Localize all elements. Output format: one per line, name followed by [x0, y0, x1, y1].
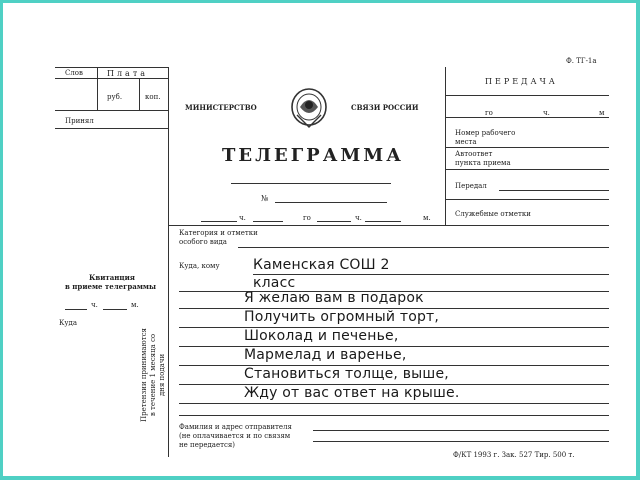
- sender-line-1: [313, 430, 609, 431]
- message-rule-5: [179, 384, 609, 385]
- category-line: [238, 247, 609, 248]
- state-emblem-icon: [289, 87, 329, 131]
- transmitted-label: Передал: [455, 182, 487, 190]
- kop-label: коп.: [145, 93, 161, 101]
- autoanswer-label-1: Автоответ: [455, 150, 493, 158]
- message-line-6: Жду от вас ответ на крыше.: [244, 385, 460, 401]
- russia-comms-label: СВЯЗИ РОССИИ: [351, 103, 419, 112]
- category-label-1: Категория и отметки: [179, 229, 258, 237]
- right-panel-line-2: [445, 117, 609, 118]
- payment-table-header-line: [55, 78, 168, 79]
- receipt-m-label: м.: [131, 301, 139, 309]
- service-notes-label: Служебные отметки: [455, 210, 531, 218]
- message-rule-1: [179, 308, 609, 309]
- message-rule-4: [179, 365, 609, 366]
- message-rule-6: [179, 403, 609, 404]
- transmission-title: ПЕРЕДАЧА: [485, 77, 558, 86]
- telegram-title: ТЕЛЕГРАММА: [222, 145, 404, 166]
- message-rule-2: [179, 327, 609, 328]
- message-line-1: Я желаю вам в подарок: [244, 290, 424, 306]
- sender-label-3: не передается): [179, 441, 236, 449]
- right-panel-line-1: [445, 95, 609, 96]
- receipt-line-2: [103, 309, 127, 310]
- time-ch-label-1: ч.: [239, 214, 246, 222]
- words-label: Слов: [65, 69, 83, 77]
- right-panel-line-4: [445, 169, 609, 170]
- time-line-3: [317, 221, 351, 222]
- time-line-4: [365, 221, 401, 222]
- autoanswer-label-2: пункта приема: [455, 159, 511, 167]
- right-ch-label: ч.: [543, 109, 550, 117]
- payment-table-bottom-border: [55, 110, 168, 111]
- sender-label-1: Фамилия и адрес отправителя: [179, 423, 292, 431]
- number-sign: №: [261, 194, 269, 203]
- right-panel-line-5: [445, 199, 609, 200]
- right-m-label: м: [599, 109, 605, 117]
- payment-table-top-border: [55, 67, 168, 68]
- receipt-where-label: Куда: [59, 319, 78, 327]
- ministry-label: МИНИСТЕРСТВО: [185, 103, 257, 112]
- accepted-underline: [55, 128, 168, 129]
- message-rule-3: [179, 346, 609, 347]
- form-code: Ф. ТГ-1а: [566, 57, 597, 65]
- title-underline: [231, 183, 391, 184]
- receipt-ch-label: ч.: [91, 301, 98, 309]
- receipt-line-1: [65, 309, 87, 310]
- where-whom-label: Куда, кому: [179, 262, 220, 270]
- claims-note: [140, 321, 170, 431]
- number-line: [275, 202, 387, 203]
- telegram-form: [3, 3, 636, 476]
- message-line-3: Шоколад и печенье,: [244, 328, 399, 344]
- accepted-label: Принял: [65, 117, 94, 125]
- message-area-top-border: [168, 225, 609, 226]
- claims-note-line-3: дня подачи: [158, 353, 166, 397]
- transmitted-line: [499, 190, 609, 191]
- rub-label: руб.: [107, 93, 123, 101]
- right-go-label: го: [485, 109, 493, 117]
- right-panel-divider: [445, 67, 446, 225]
- workplace-label-2: места: [455, 138, 477, 146]
- payment-table-divider: [97, 67, 98, 111]
- claims-note-line-1: Претензии принимаются: [140, 328, 148, 422]
- workplace-label-1: Номер рабочего: [455, 129, 516, 137]
- category-label-2: особого вида: [179, 238, 227, 246]
- time-go-label: го: [303, 214, 311, 222]
- message-line-2: Получить огромный торт,: [244, 309, 440, 325]
- time-line-1: [201, 221, 237, 222]
- time-line-2: [253, 221, 283, 222]
- address-line-1: [253, 274, 609, 275]
- payment-label: Плата: [107, 69, 149, 78]
- right-panel-line-3: [445, 147, 609, 148]
- payment-table-divider-kop: [139, 78, 140, 111]
- sender-line-2: [313, 441, 609, 442]
- claims-note-line-2: в течение 1 месяца со: [149, 333, 157, 417]
- receipt-title: Квитанция: [89, 273, 135, 282]
- message-line-4: Мармелад и варенье,: [244, 347, 407, 363]
- print-footer: Ф/КТ 1993 г. Зак. 527 Тир. 500 т.: [453, 451, 575, 459]
- message-rule-7: [179, 415, 609, 416]
- receipt-subtitle: в приеме телеграммы: [65, 282, 157, 291]
- recipient-line-2: класс: [253, 275, 296, 291]
- time-ch-label-2: ч.: [355, 214, 362, 222]
- time-m-label: м.: [423, 214, 431, 222]
- sender-label-2: (не оплачивается и по связям: [179, 432, 291, 440]
- message-line-5: Становиться толще, выше,: [244, 366, 449, 382]
- recipient-line-1: Каменская СОШ 2: [253, 257, 390, 273]
